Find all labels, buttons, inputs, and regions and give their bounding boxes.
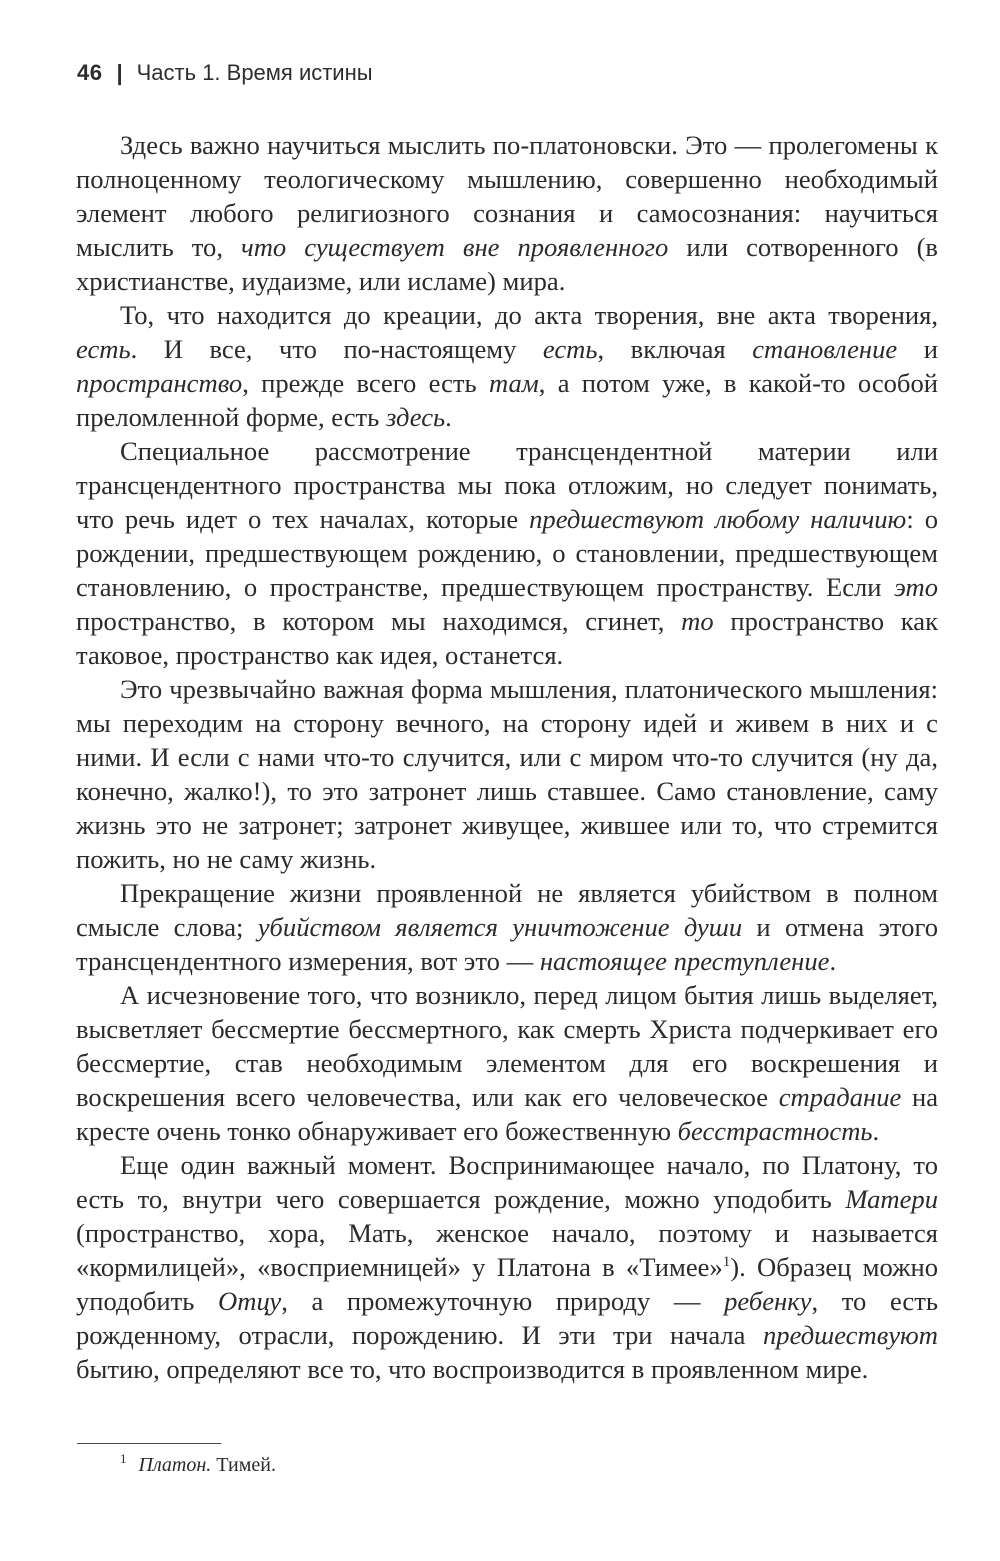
- footnote-number: 1: [120, 1451, 127, 1467]
- italic-text: ребенку: [724, 1286, 812, 1316]
- text-run: Специальное рассмотрение трансцендентной материи или трансцендентного пространства мы пока отложим, но следует понимать, что речь идет о тех началах, которые: [76, 436, 938, 534]
- text-run: бытию, определяют все то, что воспроизводится в проявленном мире.: [76, 1354, 869, 1384]
- text-run: , а промежуточную природу —: [281, 1286, 725, 1316]
- text-run: ). Образец можно уподобить: [76, 1252, 939, 1316]
- italic-text: что существует вне проявленного: [241, 232, 669, 262]
- page-number: 46: [77, 60, 103, 85]
- text-run: пространство, в котором мы находимся, сгинет,: [76, 606, 682, 636]
- text-run: . И все, что по-настоящему: [130, 334, 543, 364]
- text-run: Прекращение жизни проявленной не является убийством в полном смысле слова;: [76, 878, 938, 942]
- footnote: [120, 1452, 276, 1478]
- italic-text: там: [488, 368, 539, 398]
- text-run: Здесь важно научиться мыслить по-платоновски. Это — пролегомены к полноценному теологическому мышлению, совершенно необходимый элемент любого религиозного сознания и самосознания: научиться мыслить то,: [76, 130, 938, 262]
- italic-text: убийством является уничтожение души: [257, 912, 743, 942]
- text-run: .: [829, 946, 837, 976]
- paragraph: [76, 1148, 938, 1386]
- paragraph: [76, 434, 938, 672]
- text-run: на кресте очень тонко обнаруживает его божественную: [76, 1082, 938, 1146]
- italic-text: настоящее преступление: [539, 946, 830, 976]
- footnote-reference: 1: [722, 1254, 731, 1271]
- paragraph: [76, 876, 938, 978]
- italic-text: есть: [76, 334, 131, 364]
- header-separator: |: [116, 60, 123, 85]
- italic-text: здесь: [385, 402, 446, 432]
- italic-text: становление: [752, 334, 898, 364]
- text-run: Это чрезвычайно важная форма мышления, платонического мышления: мы переходим на сторону вечного, на сторону идей и живем в них и с ними. И если с нами что-то случится, или с миром что-то случится (ну да, конечно, жалко!), то это затронет лишь ставшее. Само становление, саму жизнь это не затронет; затронет живущее, жившее или то, что стремится пожить, но не саму жизнь.: [76, 674, 938, 874]
- running-title: Часть 1. Время истины: [136, 60, 373, 85]
- text-run: , включая: [597, 334, 753, 364]
- running-header: [77, 58, 373, 88]
- text-run: То, что находится до креации, до акта творения, вне акта творения,: [120, 300, 938, 330]
- text-run: пространство как таковое, пространство как идея, останется.: [76, 606, 938, 670]
- italic-text: есть: [542, 334, 598, 364]
- text-run: .: [872, 1116, 880, 1146]
- text-run: и: [897, 334, 938, 364]
- text-run: Еще один важный момент. Воспринимающее начало, по Платону, то есть то, внутри чего совершается рождение, можно уподобить: [76, 1150, 938, 1214]
- text-run: .: [445, 402, 452, 432]
- body-text: [76, 128, 938, 1386]
- footnote-author: Платон.: [138, 1454, 212, 1476]
- paragraph: [76, 298, 938, 434]
- italic-text: Матери: [845, 1184, 938, 1214]
- italic-text: пространство: [76, 368, 243, 398]
- italic-text: предшествуют любому наличию: [529, 504, 907, 534]
- text-run: , а потом уже, в какой-то особой преломленной форме, есть: [76, 368, 938, 432]
- italic-text: предшествуют: [762, 1320, 938, 1350]
- text-run: А исчезновение того, что возникло, перед лицом бытия лишь выделяет, высветляет бессмертие бессмертного, как смерть Христа подчеркивает его бессмертие, став необходимым элементом для его воскрешения и воскрешения всего человечества, или как его человеческое: [76, 980, 938, 1112]
- text-run: , то есть рожденному, отрасли, порождению. И эти три начала: [76, 1286, 938, 1350]
- footnote-rule: [77, 1443, 221, 1444]
- italic-text: страдание: [778, 1082, 902, 1112]
- paragraph: [76, 978, 938, 1148]
- italic-text: Отцу: [218, 1286, 282, 1316]
- text-run: (пространство, хора, Мать, женское начало, поэтому и называется «кормилицей», «восприемницей» у Платона в «Тимее»: [76, 1218, 938, 1282]
- paragraph: [76, 672, 938, 876]
- text-run: : о рождении, предшествующем рождению, о становлении, предшествующем становлению, о пространстве, предшествующем пространству. Если: [76, 504, 938, 602]
- paragraph: [76, 128, 938, 298]
- text-run: , прежде всего есть: [242, 368, 489, 398]
- italic-text: бесстрастность: [677, 1116, 873, 1146]
- text-run: или сотворенного (в христианстве, иудаизме, или исламе) мира.: [76, 232, 938, 296]
- footnote-title: Тимей.: [211, 1454, 276, 1476]
- italic-text: то: [681, 606, 714, 636]
- text-run: и отмена этого трансцендентного измерения, вот это —: [76, 912, 938, 976]
- italic-text: это: [894, 572, 938, 602]
